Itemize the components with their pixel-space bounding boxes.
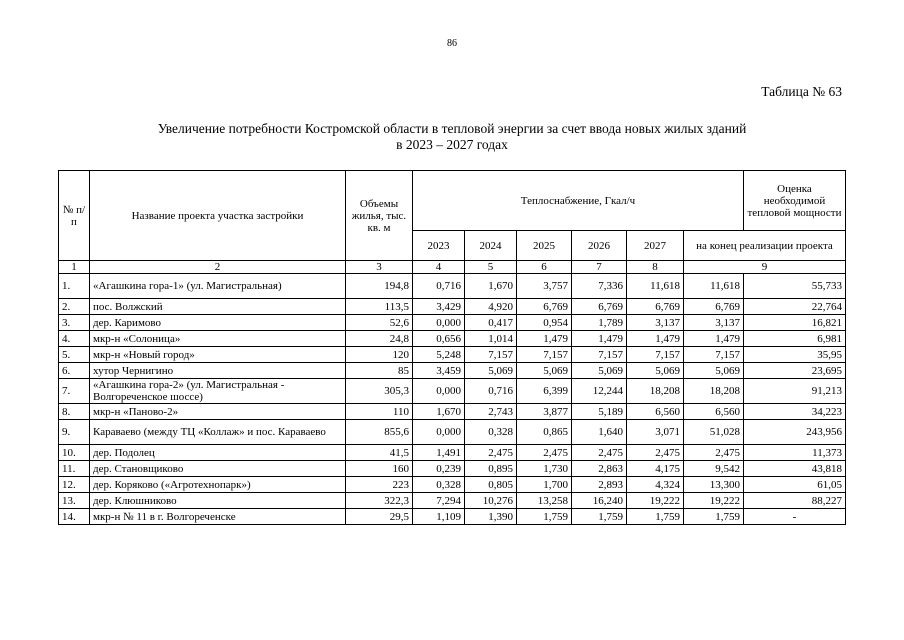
row-estimate: 35,95 [744,347,846,363]
row-name: дер. Становщиково [90,461,346,477]
row-value-2023: 0,239 [413,461,465,477]
row-value-2023: 1,670 [413,404,465,420]
table-row [59,404,846,420]
row-value-2027: 6,560 [627,404,684,420]
row-end-power: 6,560 [684,404,744,420]
header-volume: Объемы жилья, тыс. кв. м [346,171,413,261]
row-name: мкр-н «Паново-2» [90,404,346,420]
row-number: 8. [59,404,90,420]
header-name: Название проекта участка застройки [90,171,346,261]
table-row [59,331,846,347]
table-number: Таблица № 63 [761,84,842,99]
row-volume: 110 [346,404,413,420]
row-value-2025: 3,877 [517,404,572,420]
row-number: 10. [59,445,90,461]
table-row [59,363,846,379]
column-number: 9 [684,261,846,274]
title-line-2: в 2023 – 2027 годах [396,137,508,152]
row-name: «Агашкина гора-1» (ул. Магистральная) [90,274,346,299]
row-value-2023: 7,294 [413,493,465,509]
table-row [59,315,846,331]
header-end: на конец реализации проекта [684,231,846,261]
row-value-2024: 0,895 [465,461,517,477]
row-value-2026: 2,863 [572,461,627,477]
row-value-2024: 10,276 [465,493,517,509]
row-value-2024: 4,920 [465,299,517,315]
row-volume: 855,6 [346,420,413,445]
row-end-power: 9,542 [684,461,744,477]
table-row [59,461,846,477]
row-value-2024: 2,475 [465,445,517,461]
header-year: 2027 [627,231,684,261]
row-end-power: 7,157 [684,347,744,363]
column-number: 8 [627,261,684,274]
row-value-2026: 7,336 [572,274,627,299]
row-estimate: 34,223 [744,404,846,420]
table-body [59,171,846,525]
row-end-power: 1,479 [684,331,744,347]
row-value-2025: 2,475 [517,445,572,461]
column-number: 1 [59,261,90,274]
row-end-power: 11,618 [684,274,744,299]
row-estimate: 88,227 [744,493,846,509]
row-value-2025: 3,757 [517,274,572,299]
row-number: 1. [59,274,90,299]
row-estimate: 22,764 [744,299,846,315]
header-year: 2026 [572,231,627,261]
row-value-2024: 1,390 [465,509,517,525]
header-heat: Теплоснабжение, Гкал/ч [413,171,744,231]
row-number: 13. [59,493,90,509]
row-name: «Агашкина гора-2» (ул. Магистральная - Волгореченское шоссе) [90,379,346,404]
row-value-2025: 1,479 [517,331,572,347]
row-value-2026: 1,789 [572,315,627,331]
row-volume: 305,3 [346,379,413,404]
row-value-2027: 19,222 [627,493,684,509]
table-row [59,445,846,461]
column-number: 5 [465,261,517,274]
row-value-2025: 6,769 [517,299,572,315]
row-end-power: 6,769 [684,299,744,315]
row-value-2023: 0,656 [413,331,465,347]
row-value-2027: 3,071 [627,420,684,445]
column-number: 2 [90,261,346,274]
row-estimate: 23,695 [744,363,846,379]
row-estimate: 55,733 [744,274,846,299]
row-value-2024: 0,417 [465,315,517,331]
row-value-2026: 5,069 [572,363,627,379]
row-end-power: 3,137 [684,315,744,331]
row-value-2024: 1,670 [465,274,517,299]
row-name: мкр-н «Солоница» [90,331,346,347]
row-volume: 120 [346,347,413,363]
row-number: 4. [59,331,90,347]
row-end-power: 2,475 [684,445,744,461]
row-value-2027: 6,769 [627,299,684,315]
row-value-2027: 5,069 [627,363,684,379]
row-value-2027: 3,137 [627,315,684,331]
header-num: № п/п [59,171,90,261]
row-estimate: 91,213 [744,379,846,404]
row-value-2023: 1,109 [413,509,465,525]
row-value-2023: 5,248 [413,347,465,363]
column-number: 7 [572,261,627,274]
row-name: мкр-н «Новый город» [90,347,346,363]
row-value-2023: 0,328 [413,477,465,493]
row-value-2023: 3,429 [413,299,465,315]
row-volume: 160 [346,461,413,477]
row-value-2025: 6,399 [517,379,572,404]
row-value-2027: 2,475 [627,445,684,461]
table-row [59,477,846,493]
row-estimate: 43,818 [744,461,846,477]
row-end-power: 19,222 [684,493,744,509]
row-value-2024: 7,157 [465,347,517,363]
row-name: пос. Волжский [90,299,346,315]
header-year: 2025 [517,231,572,261]
row-value-2026: 16,240 [572,493,627,509]
row-volume: 29,5 [346,509,413,525]
row-number: 6. [59,363,90,379]
row-volume: 52,6 [346,315,413,331]
row-volume: 85 [346,363,413,379]
row-number: 12. [59,477,90,493]
table-row [59,420,846,445]
row-volume: 223 [346,477,413,493]
row-name: мкр-н № 11 в г. Волгореченске [90,509,346,525]
row-value-2026: 1,640 [572,420,627,445]
row-value-2023: 3,459 [413,363,465,379]
row-value-2023: 0,000 [413,420,465,445]
row-number: 3. [59,315,90,331]
row-value-2026: 2,475 [572,445,627,461]
row-name: Караваево (между ТЦ «Коллаж» и пос. Караваево [90,420,346,445]
row-name: дер. Клюшниково [90,493,346,509]
row-number: 11. [59,461,90,477]
row-value-2025: 5,069 [517,363,572,379]
heat-demand-table [58,170,846,525]
column-number-row [59,261,846,274]
row-name: дер. Коряково («Агротехнопарк») [90,477,346,493]
row-value-2025: 0,954 [517,315,572,331]
row-value-2026: 1,759 [572,509,627,525]
row-number: 9. [59,420,90,445]
row-estimate: - [744,509,846,525]
table-row [59,299,846,315]
row-value-2026: 6,769 [572,299,627,315]
table-row [59,509,846,525]
row-value-2027: 1,479 [627,331,684,347]
row-value-2026: 12,244 [572,379,627,404]
row-estimate: 11,373 [744,445,846,461]
row-value-2024: 0,805 [465,477,517,493]
row-end-power: 18,208 [684,379,744,404]
row-end-power: 5,069 [684,363,744,379]
row-value-2025: 1,700 [517,477,572,493]
row-value-2024: 0,716 [465,379,517,404]
row-volume: 41,5 [346,445,413,461]
row-estimate: 16,821 [744,315,846,331]
row-value-2024: 2,743 [465,404,517,420]
row-value-2023: 0,000 [413,379,465,404]
row-value-2027: 18,208 [627,379,684,404]
row-value-2025: 7,157 [517,347,572,363]
row-name: хутор Чернигино [90,363,346,379]
row-value-2025: 0,865 [517,420,572,445]
row-value-2027: 11,618 [627,274,684,299]
row-end-power: 1,759 [684,509,744,525]
header-year: 2023 [413,231,465,261]
row-name: дер. Каримово [90,315,346,331]
row-value-2023: 0,000 [413,315,465,331]
column-number: 3 [346,261,413,274]
row-estimate: 243,956 [744,420,846,445]
header-year: 2024 [465,231,517,261]
row-value-2025: 1,759 [517,509,572,525]
row-value-2027: 1,759 [627,509,684,525]
row-value-2026: 7,157 [572,347,627,363]
row-estimate: 61,05 [744,477,846,493]
row-value-2025: 13,258 [517,493,572,509]
row-end-power: 51,028 [684,420,744,445]
row-number: 5. [59,347,90,363]
row-value-2026: 1,479 [572,331,627,347]
document-title [60,121,844,153]
row-value-2025: 1,730 [517,461,572,477]
table-row [59,347,846,363]
row-estimate: 6,981 [744,331,846,347]
page-number: 86 [447,38,457,49]
row-value-2024: 1,014 [465,331,517,347]
header-row-1 [59,171,846,231]
row-volume: 24,8 [346,331,413,347]
column-number: 6 [517,261,572,274]
row-number: 7. [59,379,90,404]
row-value-2024: 0,328 [465,420,517,445]
row-value-2023: 0,716 [413,274,465,299]
row-end-power: 13,300 [684,477,744,493]
row-value-2026: 5,189 [572,404,627,420]
row-value-2026: 2,893 [572,477,627,493]
row-volume: 194,8 [346,274,413,299]
row-value-2023: 1,491 [413,445,465,461]
row-value-2027: 4,324 [627,477,684,493]
row-number: 2. [59,299,90,315]
row-value-2027: 7,157 [627,347,684,363]
table-row [59,379,846,404]
row-value-2027: 4,175 [627,461,684,477]
header-estimate: Оценка необходимой тепловой мощности [744,171,846,231]
row-volume: 113,5 [346,299,413,315]
table-row [59,274,846,299]
column-number: 4 [413,261,465,274]
row-name: дер. Подолец [90,445,346,461]
row-value-2024: 5,069 [465,363,517,379]
title-line-1: Увеличение потребности Костромской области в тепловой энергии за счет ввода новых жилых зданий [157,121,747,136]
table-row [59,493,846,509]
row-volume: 322,3 [346,493,413,509]
row-number: 14. [59,509,90,525]
